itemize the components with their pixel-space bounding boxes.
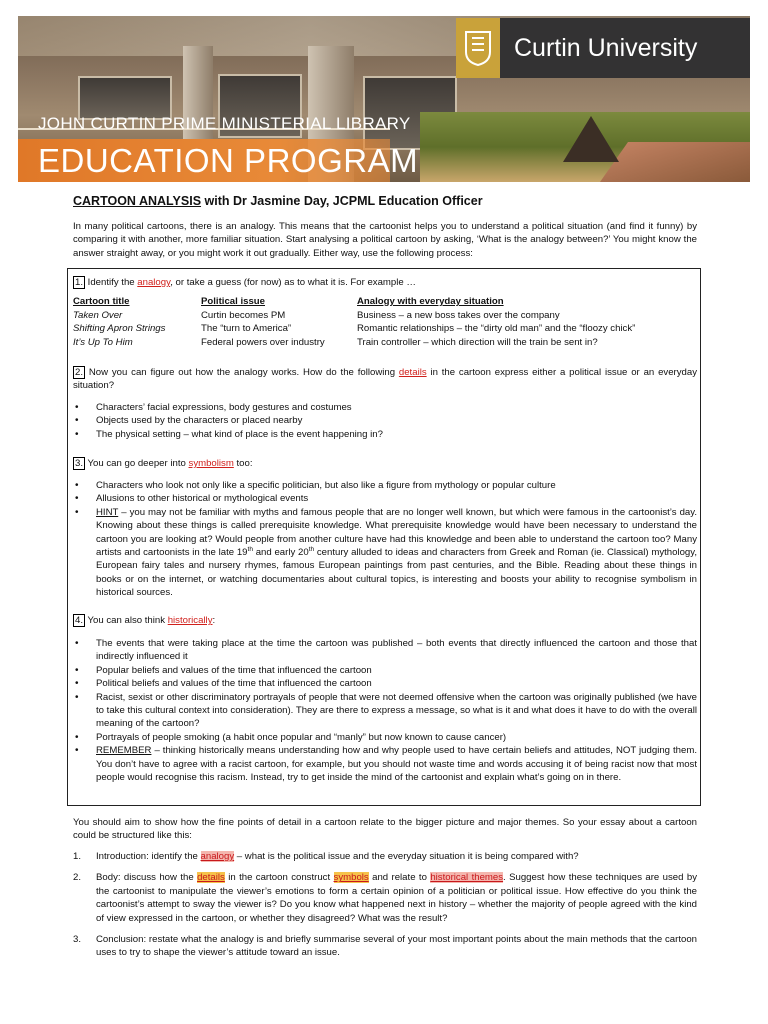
step-4-heading <box>73 614 697 627</box>
details-list <box>73 401 697 441</box>
historical-list <box>73 637 697 784</box>
hint-item <box>73 506 697 600</box>
remember-item <box>73 744 697 784</box>
table-cell: Shifting Apron Strings <box>73 323 166 334</box>
list-item: • Racist, sexist or other discriminatory portrayals of people that were not deemed offensive when the cartoon was originally published (we have to take this cultural context into consideration). They are there to express a message, so what is it and what does it have to do with the overall meaning of the cartoon? <box>73 691 697 731</box>
list-item: • Characters who look not only like a specific politician, but also like a figure from mythology or popular culture <box>73 479 697 492</box>
essay-text: Conclusion: restate what the analogy is and briefly summarise several of your most important points about the main methods that the cartoon uses to try to shape the viewer’s attitude toward an issue. <box>96 934 697 959</box>
table-cell: The “turn to America” <box>201 323 292 334</box>
title-rest: with Dr Jasmine Day, JCPML Education Officer <box>201 194 483 208</box>
remember-text: – thinking historically means understanding how and why people used to have certain beliefs and attitudes, NOT judging them. You don’t have to agree with a racist cartoon, for example, but you should not waste time and words accusing it of being racist now that most people would recognise this racism. Instead, try to get inside the mind of the cartoonist and explain what’s going on in there. <box>96 745 697 784</box>
essay-text: in the cartoon construct <box>224 872 334 884</box>
remember-label: REMEMBER <box>96 745 152 757</box>
essay-text: Introduction: identify the <box>96 851 201 862</box>
hint-label: HINT <box>96 506 119 518</box>
banner-sculpture <box>563 116 619 162</box>
step-text: in the cartoon express either a political issue or an everyday situation? <box>73 367 697 392</box>
library-title: JOHN CURTIN PRIME MINISTERIAL LIBRARY <box>38 114 411 133</box>
keyword-historically: historically <box>167 615 213 626</box>
university-logo <box>456 18 750 78</box>
university-name: Curtin University <box>514 34 698 62</box>
table-cell: Federal powers over industry <box>201 336 325 348</box>
keyword-historical-themes: historical themes <box>430 872 504 884</box>
table-cell: It’s Up To Him <box>73 336 133 348</box>
keyword-symbolism: symbolism <box>188 458 234 469</box>
table-cell: Taken Over <box>73 309 123 321</box>
step-text: You can go deeper into <box>85 458 189 469</box>
keyword-analogy: analogy <box>200 851 235 862</box>
essay-step <box>73 933 697 960</box>
list-item: • Characters’ facial expressions, body gestures and costumes <box>73 401 697 414</box>
table-cell: Curtin becomes PM <box>201 309 286 321</box>
essay-text: . Suggest how these techniques are used by the cartoonist to manipulate the viewer’s emotions to form a certain opinion of a politician or political issue. How effective do you think the cartoonist’s attempt to sway the viewer is? Do you know what happened next in history – whether the majority of people agreed with the kind of view expressed in the cartoon, or whether they disagreed? What was the result? <box>96 872 697 924</box>
step-text: too: <box>233 458 253 469</box>
banner-path <box>600 142 750 182</box>
step-number: 2. <box>75 367 84 378</box>
essay-text: – what is the political issue and the everyday situation it is being compared with? <box>234 851 579 862</box>
list-item: • Objects used by the characters or placed nearby <box>73 414 697 427</box>
list-item: • The physical setting – what kind of place is the event happening in? <box>73 428 697 441</box>
column-header: Political issue <box>201 296 265 307</box>
step-3-heading <box>73 457 697 470</box>
document-title <box>73 194 483 208</box>
table-cell: Romantic relationships – the “dirty old man” and the “floozy chick” <box>357 323 636 334</box>
essay-step <box>73 871 697 925</box>
step-text: , or take a guess (for now) as to what it is. For example … <box>170 277 416 288</box>
keyword-details: details <box>398 367 427 378</box>
program-title: EDUCATION PROGRAM <box>38 142 419 179</box>
keyword-details: details <box>197 872 225 884</box>
essay-step-number: 2. <box>73 872 82 884</box>
table-cell: Train controller – which direction will the train be sent in? <box>357 336 598 348</box>
column-header: Analogy with everyday situation <box>357 296 504 307</box>
superscript: th <box>247 545 253 553</box>
hint-text: – you may not be familiar with myths and famous people that are no longer well known, but which were famous in the cartoonist’s day. Knowing about these things is called prerequisite knowledge. What prerequisite knowledge would have been necessary to understand the cartoon you are looking at? Would people from another culture have had this knowledge and been able to understand the cartoon too? Many artists and cartoonists in the late 19 <box>96 506 697 559</box>
step-text: : <box>212 615 216 626</box>
table-cell: Business – a new boss takes over the company <box>357 309 560 321</box>
list-item: • Allusions to other historical or mythological events <box>73 492 697 505</box>
step-2-heading <box>73 366 697 393</box>
hint-text: century alluded to ideas and characters from Greek and Roman (ie. Classical) mythology, European fairy tales and nursery rhymes, famous European paintings from past centuries, and the Bible. Reading about these things in books or on the internet, or watching documentaries about cultural topics, is interesting and boosts your ability to recognise symbolism in historical sources. <box>96 547 698 599</box>
essay-intro: You should aim to show how the fine points of detail in a cartoon relate to the bigger picture and major themes. So your essay about a cartoon could be structured like this: <box>73 817 697 842</box>
list-item: • The events that were taking place at the time the cartoon was published – both events that directly influenced the cartoon and those that indirectly influenced it <box>73 637 697 664</box>
keyword-symbols: symbols <box>333 872 369 884</box>
superscript: th <box>308 545 315 553</box>
step-number: 4. <box>75 615 84 626</box>
keyword-analogy: analogy <box>137 277 171 288</box>
symbolism-list <box>73 479 697 600</box>
title-keyword: CARTOON ANALYSIS <box>73 194 202 208</box>
step-text: You can also think <box>85 615 168 626</box>
list-item: • Popular beliefs and values of the time that influenced the cartoon <box>73 664 697 677</box>
step-1-heading <box>73 276 697 289</box>
intro-paragraph: In many political cartoons, there is an analogy. This means that the cartoonist helps you to understand a political situation (and find it funny) by comparing it with another, more familiar situation. Start analysing a political cartoon by asking, ‘What is the analogy between?’ You might know the answer straight away, or you might work it out gradually. Either way, use the following process: <box>73 221 697 259</box>
essay-text: Body: discuss how the <box>96 872 198 884</box>
step-text: Identify the <box>85 277 138 288</box>
essay-step-number: 1. <box>73 851 82 862</box>
essay-text: and relate to <box>368 872 431 884</box>
column-header: Cartoon title <box>73 296 130 307</box>
hint-text: and early 20 <box>252 547 309 559</box>
university-crest-icon <box>456 18 500 78</box>
list-item: • Political beliefs and values of the time that influenced the cartoon <box>73 677 697 690</box>
essay-structure-list <box>73 850 697 968</box>
list-item: • Portrayals of people smoking (a habit once popular and “manly” but now known to cause cancer) <box>73 731 697 744</box>
step-text: Now you can figure out how the analogy works. How do the following <box>85 367 399 378</box>
step-number: 1. <box>75 277 84 288</box>
essay-step-number: 3. <box>73 934 82 946</box>
essay-step <box>73 850 697 863</box>
step-number: 3. <box>75 458 84 469</box>
